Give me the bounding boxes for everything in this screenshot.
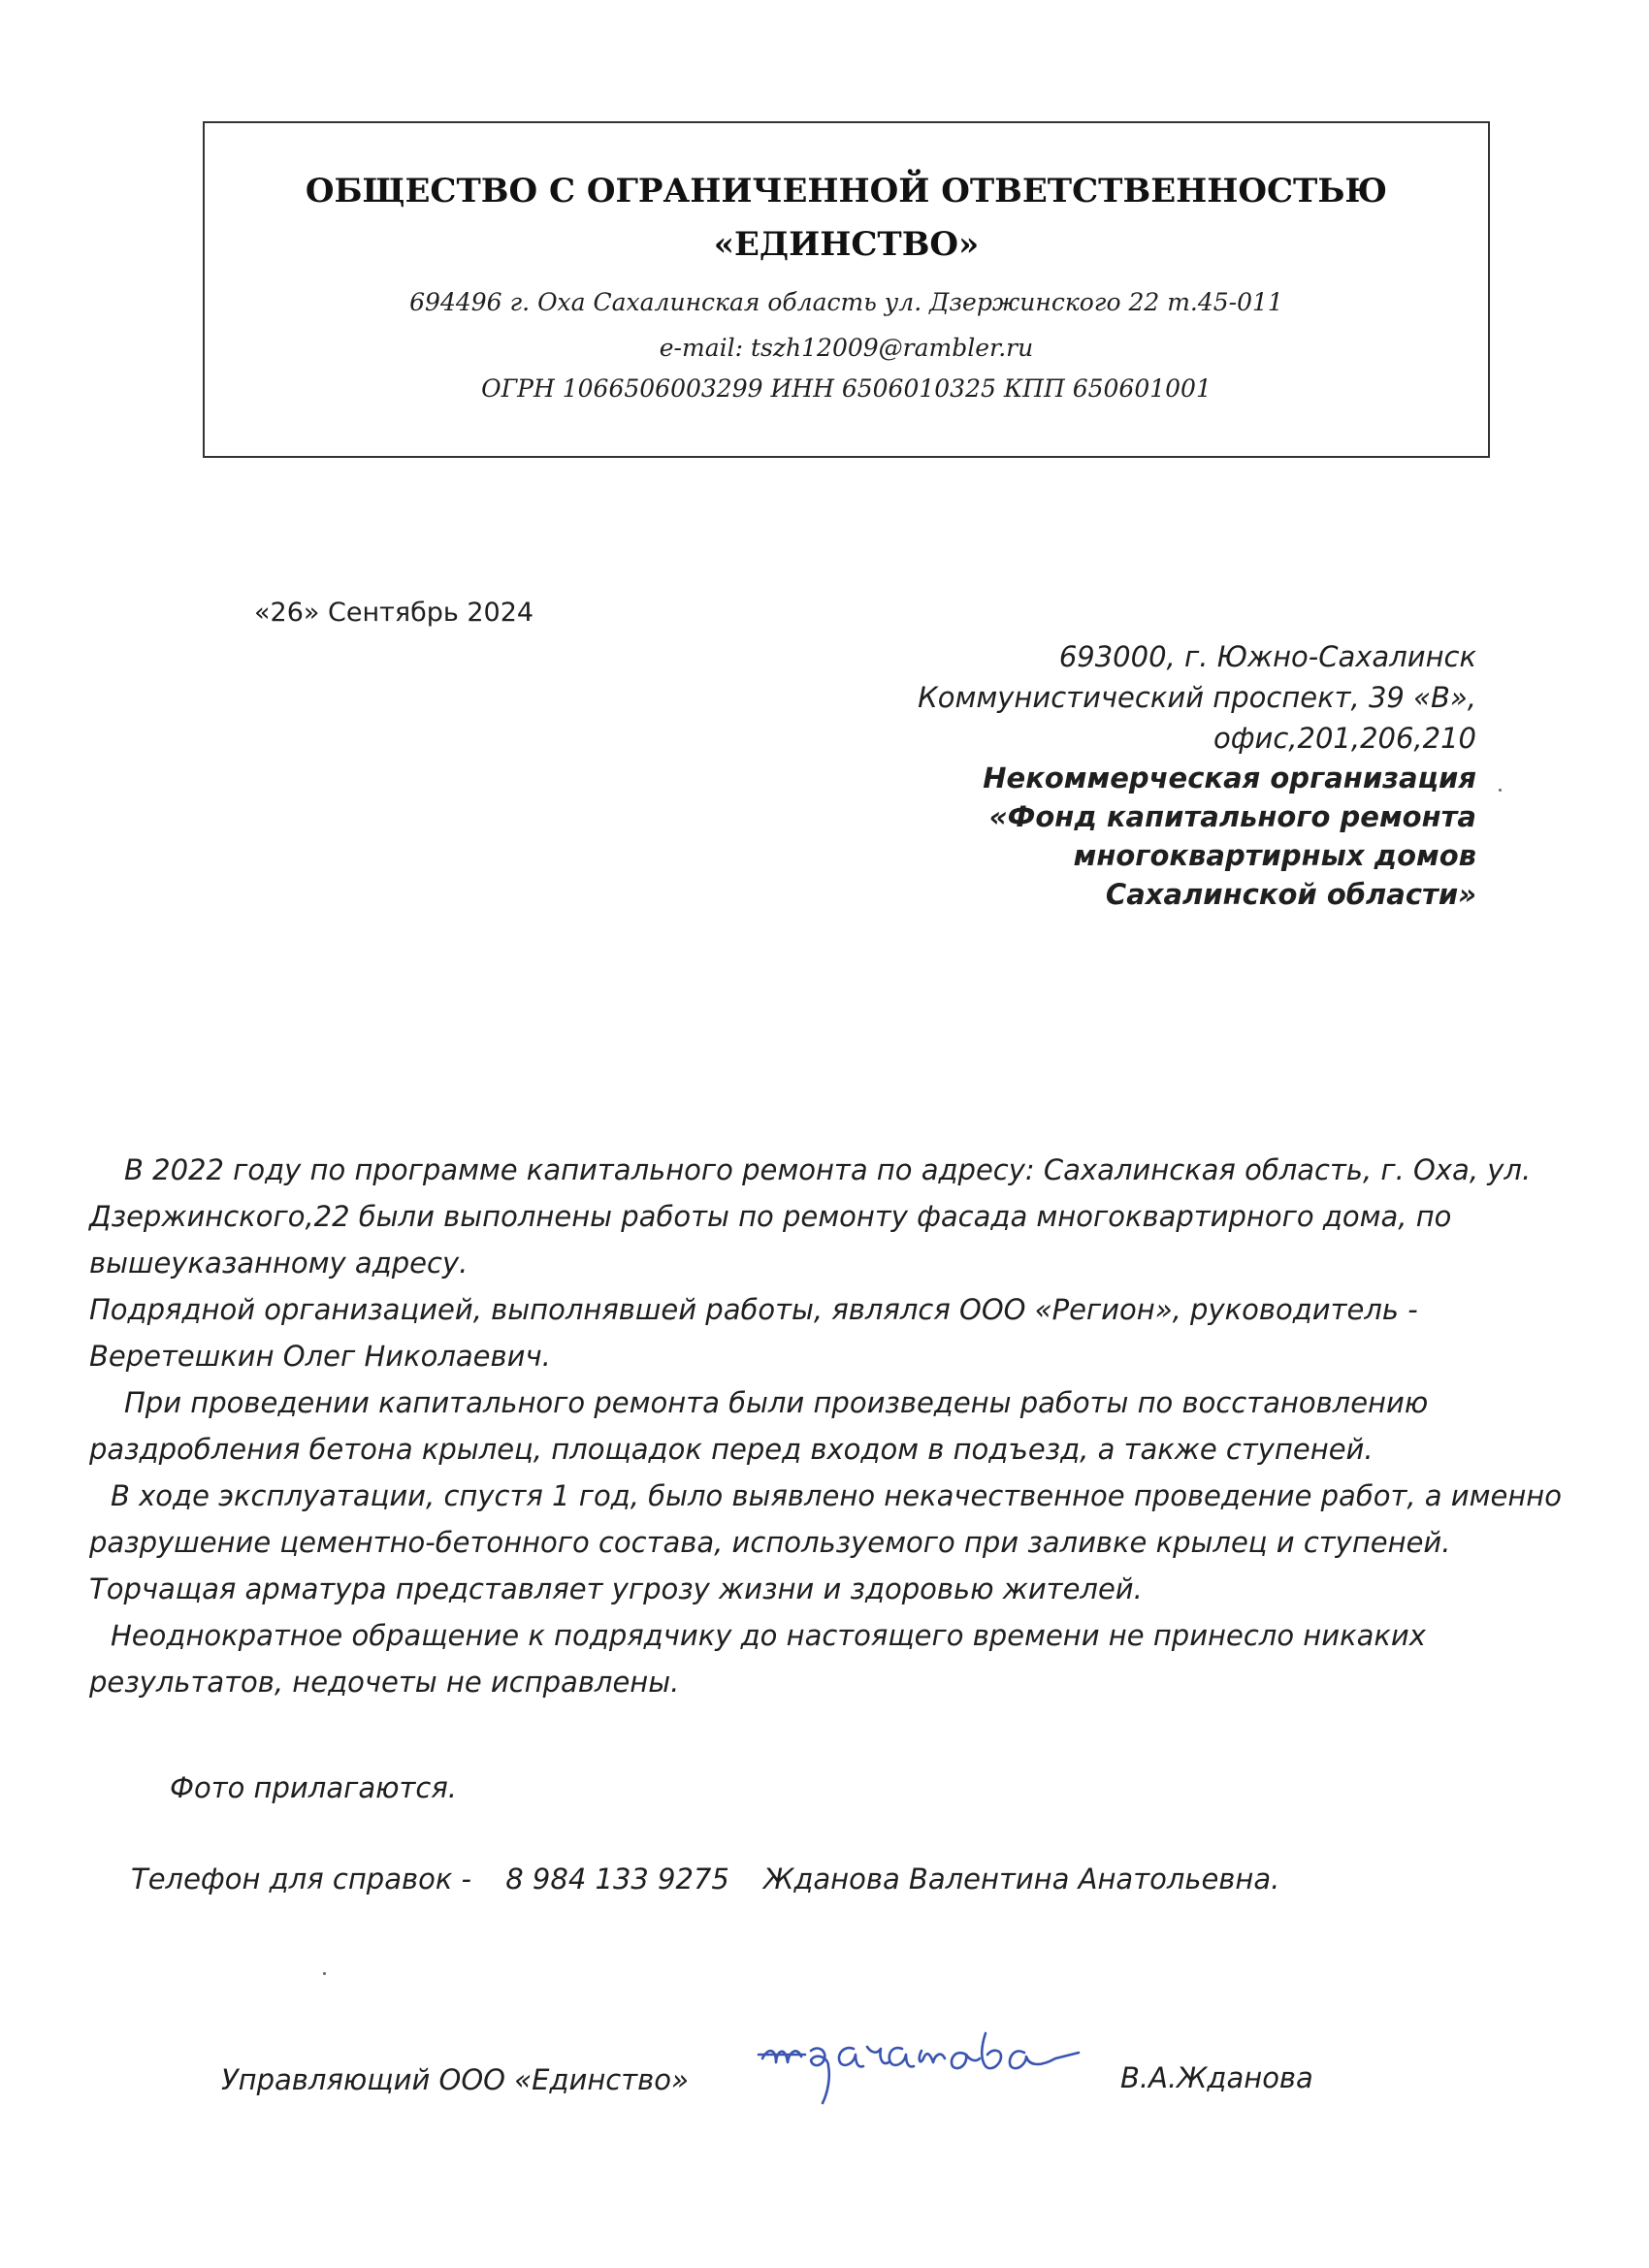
recipient-name-line: «Фонд капитального ремонта	[988, 800, 1476, 833]
recipient-address-line: офис,201,206,210	[1212, 722, 1476, 755]
body-line: раздробления бетона крылец, площадок перед входом в подъезд, а также ступеней.	[89, 1433, 1374, 1466]
contact-phone: 8 984 133 9275	[505, 1863, 729, 1895]
contact-person: Жданова Валентина Анатольевна.	[763, 1863, 1280, 1895]
body-line: результатов, недочеты не исправлены.	[89, 1666, 680, 1699]
body-line: Торчащая арматура представляет угрозу жизни и здоровью жителей.	[89, 1572, 1143, 1605]
body-line: Неоднократное обращение к подрядчику до настоящего времени не принесло никаких	[111, 1619, 1426, 1652]
scan-speck	[323, 1972, 326, 1975]
signatory-position: Управляющий ООО «Единство»	[221, 2063, 689, 2096]
org-type: ОБЩЕСТВО С ОГРАНИЧЕННОЙ ОТВЕТСТВЕННОСТЬЮ	[305, 172, 1388, 211]
body-line: разрушение цементно-бетонного состава, используемого при заливке крылец и ступеней.	[89, 1526, 1451, 1559]
org-email: e-mail: tszh12009@rambler.ru	[659, 334, 1034, 362]
recipient-name-line: многоквартирных домов	[1073, 839, 1476, 872]
letterhead-box	[203, 121, 1490, 458]
recipient-address-line: Коммунистический проспект, 39 «В»,	[918, 681, 1476, 714]
body-line: вышеуказанному адресу.	[89, 1247, 469, 1280]
recipient-block	[603, 636, 1476, 914]
body-line: Дзержинского,22 были выполнены работы по ремонту фасада многоквартирного дома, по	[89, 1200, 1452, 1233]
attachments-note: Фото прилагаются.	[170, 1771, 458, 1804]
signer-name: В.А.Жданова	[1120, 2061, 1313, 2094]
scan-speck	[1499, 789, 1502, 792]
contact-line	[131, 1863, 1305, 1895]
letter-body	[89, 1147, 1562, 1705]
recipient-address-line: 693000, г. Южно-Сахалинск	[1058, 640, 1476, 673]
body-line: В ходе эксплуатации, спустя 1 год, было выявлено некачественное проведение работ, а именно	[111, 1479, 1562, 1512]
body-line: В 2022 году по программе капитального ремонта по адресу: Сахалинская область, г. Оха, ул.	[124, 1153, 1532, 1186]
org-registration: ОГРН 1066506003299 ИНН 6506010325 КПП 650601001	[481, 374, 1212, 403]
body-line: Подрядной организацией, выполнявшей работы, являлся ООО «Регион», руководитель -	[89, 1293, 1418, 1326]
org-address: 694496 г. Оха Сахалинская область ул. Дзержинского 22 т.45-011	[409, 288, 1283, 316]
recipient-name-line: Некоммерческая организация	[983, 761, 1476, 794]
org-name: «ЕДИНСТВО»	[713, 225, 980, 264]
handwritten-signature	[747, 1998, 1096, 2124]
letter-date: «26» Сентябрь 2024	[254, 598, 534, 628]
body-line: При проведении капитального ремонта были произведены работы по восстановлению	[124, 1386, 1429, 1419]
body-line: Веретешкин Олег Николаевич.	[89, 1340, 551, 1373]
contact-label: Телефон для справок -	[131, 1863, 472, 1895]
recipient-name-line: Сахалинской области»	[1105, 878, 1476, 911]
